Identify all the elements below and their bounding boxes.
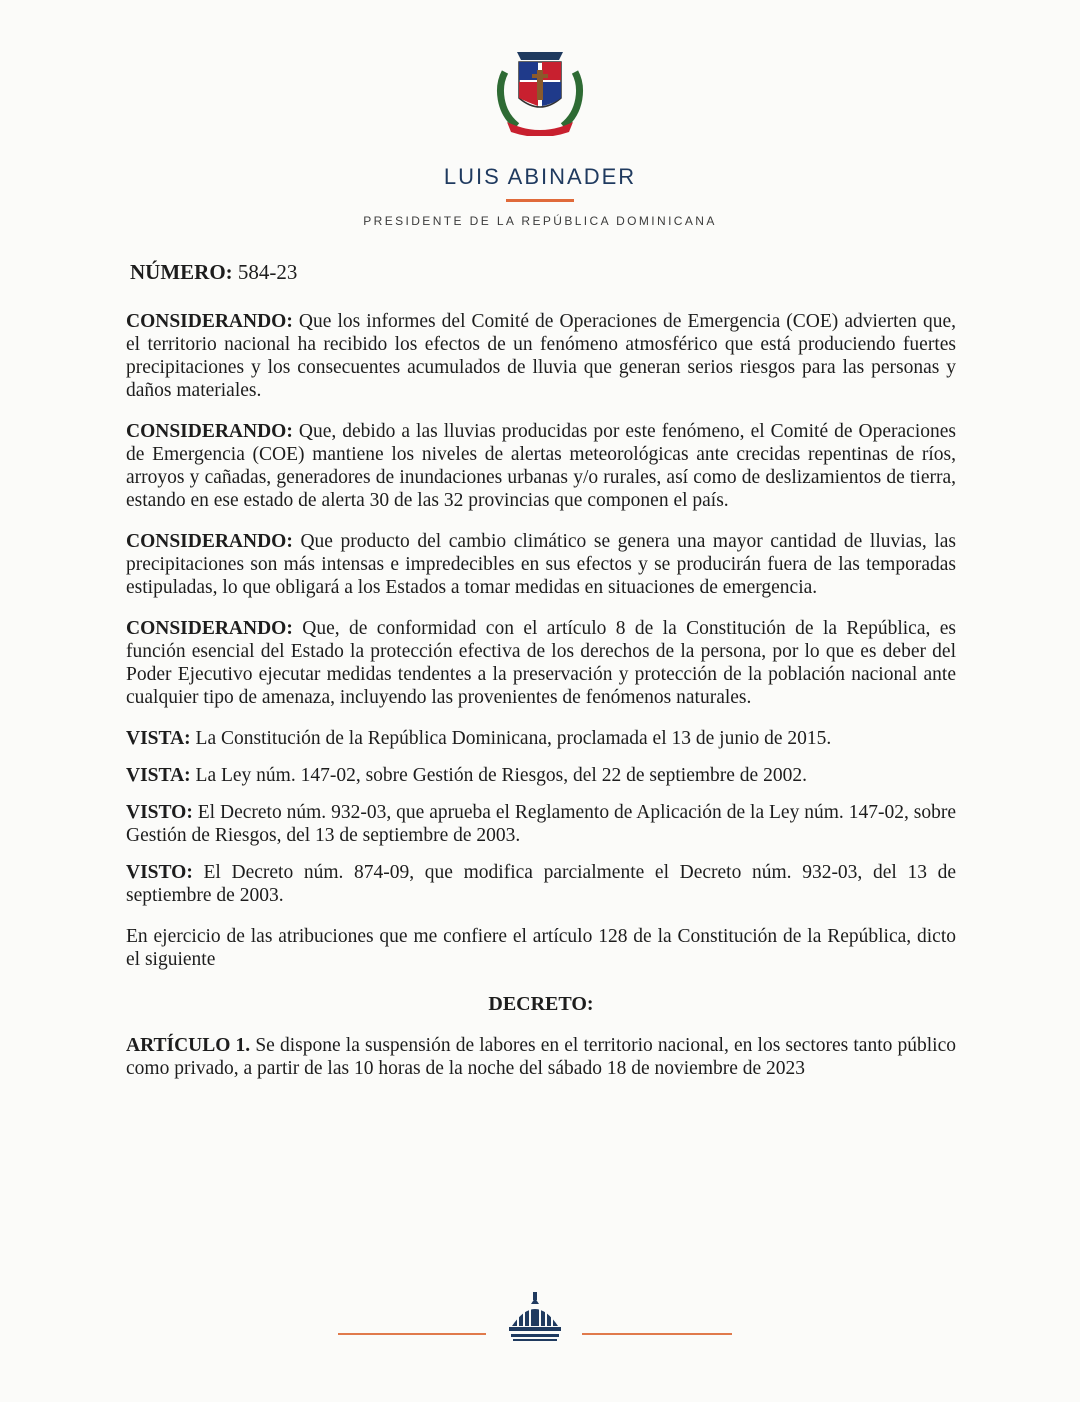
considerando-2 [126, 420, 956, 512]
visto-2 [126, 861, 956, 907]
articulo-1 [126, 1034, 956, 1080]
vista-2 [126, 764, 956, 787]
paragraph-text: En ejercicio de las atribuciones que me confiere el artículo 128 de la Constitución de la República, dicto el siguiente [126, 926, 956, 970]
paragraph-label: VISTA: [126, 765, 191, 786]
paragraph-label: CONSIDERANDO: [126, 311, 293, 332]
paragraph-text: Que los informes del Comité de Operaciones de Emergencia (COE) advierten que, el territorio nacional ha recibido los efectos de un fenómeno atmosférico que está produciendo fuertes precipitaciones y los consecuentes acumulados de lluvia que generan serios riesgos para las personas y daños materiales. [126, 311, 956, 401]
coat-of-arms-icon [495, 42, 585, 136]
considerando-1 [126, 310, 956, 402]
decree-number-value: 584-23 [237, 260, 298, 284]
vista-1 [126, 727, 956, 750]
article-label: ARTÍCULO 1. [126, 1035, 251, 1056]
footer-rule-right [582, 1333, 732, 1335]
president-name: LUIS ABINADER [443, 164, 637, 189]
footer-rule-left [338, 1333, 486, 1335]
article-text: Se dispone la suspensión de labores en el territorio nacional, en los sectores tanto público como privado, a partir de las 10 horas de la noche del sábado 18 de noviembre de 2023 [126, 1035, 956, 1079]
paragraph-label: CONSIDERANDO: [126, 618, 293, 639]
decree-number [130, 260, 297, 285]
palace-dome-icon [504, 1290, 566, 1342]
considerando-3 [126, 530, 956, 599]
paragraph-text: La Constitución de la República Dominicana, proclamada el 13 de junio de 2015. [195, 728, 832, 749]
paragraph-text: El Decreto núm. 874-09, que modifica parcialmente el Decreto núm. 932-03, del 13 de septiembre de 2003. [126, 862, 956, 906]
paragraph-text: La Ley núm. 147-02, sobre Gestión de Riesgos, del 22 de septiembre de 2002. [195, 765, 807, 786]
paragraph-text: Que producto del cambio climático se genera una mayor cantidad de lluvias, las precipitaciones son más intensas e impredecibles en sus efectos y se producirán fuera de las temporadas estipuladas, lo que obligará a los Estados a tomar medidas en situaciones de emergencia. [126, 531, 956, 598]
decree-number-label: NÚMERO: [130, 260, 233, 284]
visto-1 [126, 801, 956, 847]
paragraph-label: CONSIDERANDO: [126, 531, 293, 552]
paragraph-text: Que, de conformidad con el artículo 8 de la Constitución de la República, es función esencial del Estado la protección efectiva de los derechos de la persona, por lo que es deber del Poder Ejecutivo ejecutar medidas tendentes a la preservación y protección de la población nacional ante cualquier tipo de amenaza, incluyendo las provenientes de fenómenos naturales. [126, 618, 956, 708]
attributions-paragraph [126, 925, 956, 971]
paragraph-label: VISTA: [126, 728, 191, 749]
paragraph-label: VISTO: [126, 862, 193, 883]
paragraph-text: El Decreto núm. 932-03, que aprueba el Reglamento de Aplicación de la Ley núm. 147-02, sobre Gestión de Riesgos, del 13 de septiembre de 2003. [126, 802, 956, 846]
paragraph-label: CONSIDERANDO: [126, 421, 293, 442]
considerando-4 [126, 617, 956, 709]
paragraph-label: VISTO: [126, 802, 193, 823]
office-title: PRESIDENTE DE LA REPÚBLICA DOMINICANA [363, 214, 717, 228]
decreto-heading: DECRETO: [488, 993, 594, 1015]
name-underline [506, 199, 574, 202]
decree-body [126, 310, 956, 1098]
paragraph-text: Que, debido a las lluvias producidas por este fenómeno, el Comité de Operaciones de Emergencia (COE) mantiene los niveles de alertas meteorológicas ante crecidas repentinas de ríos, arroyos y cañadas, generadores de inundaciones urbanas y/o rurales, así como de deslizamientos de tierra, estando en ese estado de alerta 30 de las 32 provincias que componen el país. [126, 421, 957, 511]
